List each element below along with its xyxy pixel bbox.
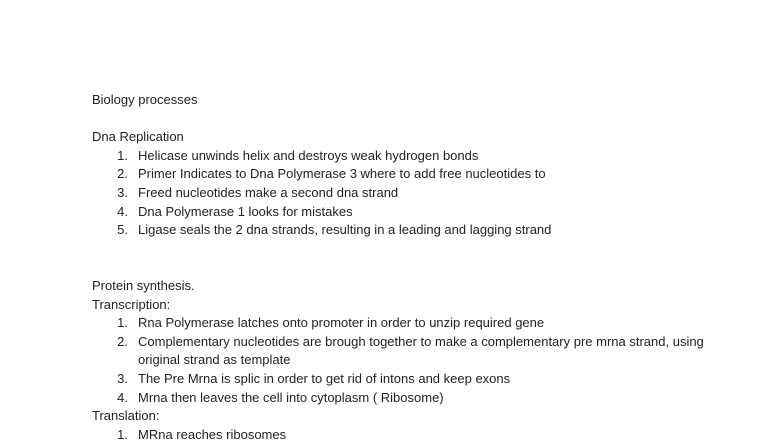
list-text: Mrna then leaves the cell into cytoplasm ( Ribosome) bbox=[138, 389, 444, 405]
list-item bbox=[92, 389, 732, 408]
translation-list bbox=[92, 426, 732, 444]
list-number: 4. bbox=[117, 389, 128, 405]
list-number: 1. bbox=[117, 426, 128, 442]
list-number: 2. bbox=[117, 333, 128, 349]
list-text: Freed nucleotides make a second dna strand bbox=[138, 184, 399, 200]
dna-replication-list bbox=[92, 147, 732, 240]
spacer bbox=[92, 110, 732, 129]
document-title: Biology processes bbox=[92, 92, 198, 107]
translation-heading: Translation: bbox=[92, 408, 160, 424]
document-body bbox=[92, 91, 732, 444]
transcription-list bbox=[92, 314, 732, 407]
list-text: Dna Polymerase 1 looks for mistakes bbox=[138, 203, 353, 219]
list-number: 2. bbox=[117, 166, 128, 182]
list-text: MRna reaches ribosomes bbox=[138, 426, 287, 442]
list-item bbox=[92, 165, 732, 184]
list-text: Primer Indicates to Dna Polymerase 3 where to add free nucleotides to bbox=[138, 166, 546, 182]
list-item bbox=[92, 333, 732, 370]
list-number: 1. bbox=[117, 315, 128, 331]
list-number: 3. bbox=[117, 184, 128, 200]
list-text: Ligase seals the 2 dna strands, resulting in a leading and lagging strand bbox=[138, 222, 552, 238]
list-item bbox=[92, 314, 732, 333]
protein-synthesis-heading: Protein synthesis. bbox=[92, 277, 195, 293]
list-item bbox=[92, 221, 732, 240]
list-text: Helicase unwinds helix and destroys weak hydrogen bonds bbox=[138, 147, 479, 163]
list-item bbox=[92, 147, 732, 166]
list-item bbox=[92, 203, 732, 222]
list-text: The Pre Mrna is splic in order to get rid of intons and keep exons bbox=[138, 370, 511, 386]
spacer bbox=[92, 240, 732, 277]
list-item bbox=[92, 370, 732, 389]
list-number: 1. bbox=[117, 147, 128, 163]
list-text: Rna Polymerase latches onto promoter in order to unzip required gene bbox=[138, 315, 545, 331]
list-item bbox=[92, 184, 732, 203]
list-number: 4. bbox=[117, 203, 128, 219]
list-text: Complementary nucleotides are brough together to make a complementary pre mrna strand, using original strand as template bbox=[138, 333, 704, 368]
transcription-heading: Transcription: bbox=[92, 296, 171, 312]
list-number: 3. bbox=[117, 370, 128, 386]
dna-replication-heading: Dna Replication bbox=[92, 129, 184, 145]
list-number: 5. bbox=[117, 222, 128, 238]
list-item bbox=[92, 426, 732, 444]
